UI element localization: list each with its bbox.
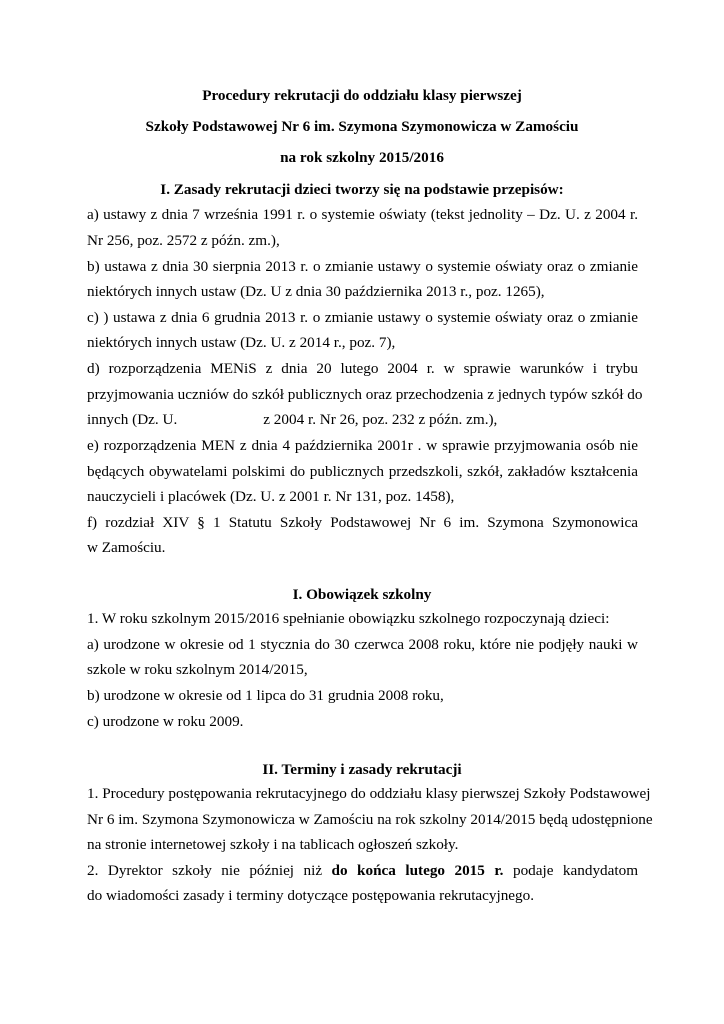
principle-a-line-2: Nr 256, poz. 2572 z późn. zm.), [87,232,280,249]
principle-d-line-1: d) rozporządzenia MENiS z dnia 20 lutego 2004 r. w sprawie warunków i trybu [87,360,638,377]
principle-f-line-1: f) rozdział XIV § 1 Statutu Szkoły Podstawowej Nr 6 im. Szymona Szymonowica [87,514,638,531]
obligation-b: b) urodzone w okresie od 1 lipca do 31 grudnia 2008 roku, [87,687,444,704]
principle-b-line-1: b) ustawa z dnia 30 sierpnia 2013 r. o zmianie ustawy o systemie oświaty oraz o zmianie [87,258,638,275]
obligation-a-line-2: szkole w roku szkolnym 2014/2015, [87,661,308,678]
terms-point-1-line-1: 1. Procedury postępowania rekrutacyjnego do oddziału klasy pierwszej Szkoły Podstawowej [87,785,651,802]
terms-point-1-line-3: na stronie internetowej szkoły i na tablicach ogłoszeń szkoły. [87,836,459,853]
principle-e-line-1: e) rozporządzenia MEN z dnia 4 października 2001r . w sprawie przyjmowania osób nie [87,437,638,454]
principle-e-line-3: nauczycieli i placówek (Dz. U. z 2001 r. Nr 131, poz. 1458), [87,488,455,505]
section-principles-heading: I. Zasady rekrutacji dzieci tworzy się na podstawie przepisów: [160,181,564,198]
principle-d-line-3-end: z 2004 r. Nr 26, poz. 232 z późn. zm.), [263,411,498,428]
principle-f-line-2: w Zamościu. [87,539,166,556]
terms-point-2-line-1 [87,861,638,880]
title-line-3: na rok szkolny 2015/2016 [280,149,444,166]
principle-b-line-2: niektórych innych ustaw (Dz. U z dnia 30 października 2013 r., poz. 1265), [87,283,545,300]
obligation-a-line-1: a) urodzone w okresie od 1 stycznia do 30 czerwca 2008 roku, które nie podjęły nauki w [87,636,638,653]
principle-d-line-3 [87,410,638,429]
obligation-c: c) urodzone w roku 2009. [87,713,244,730]
terms-point-2-line-2: do wiadomości zasady i terminy dotyczące postępowania rekrutacyjnego. [87,887,535,904]
principle-d-line-3-start: innych (Dz. U. [87,411,178,428]
terms-deadline: do końca lutego 2015 r. [331,862,504,879]
terms-point-2-start: 2. Dyrektor szkoły nie później niż [87,862,323,879]
obligation-point-1: 1. W roku szkolnym 2015/2016 spełnianie obowiązku szkolnego rozpoczynają dzieci: [87,610,610,627]
section-obligation-heading: I. Obowiązek szkolny [292,586,432,603]
principle-d-line-2: przyjmowania uczniów do szkół publicznych oraz przechodzenia z jednych typów szkół do [87,386,643,403]
principle-a-line-1: a) ustawy z dnia 7 września 1991 r. o systemie oświaty (tekst jednolity – Dz. U. z 2004 r. [87,206,638,223]
terms-point-1-line-2: Nr 6 im. Szymona Szymonowicza w Zamościu na rok szkolny 2014/2015 będą udostępnione [87,811,653,828]
principle-c-line-2: niektórych innych ustaw (Dz. U. z 2014 r., poz. 7), [87,334,396,351]
section-terms-heading: II. Terminy i zasady rekrutacji [262,761,462,778]
principle-e-line-2: będących obywatelami polskimi do publicznych przedszkoli, szkół, zakładów kształcenia [87,463,638,480]
principle-c-line-1: c) ) ustawa z dnia 6 grudnia 2013 r. o zmianie ustawy o systemie oświaty oraz o zmianie [87,309,638,326]
title-line-2: Szkoły Podstawowej Nr 6 im. Szymona Szymonowicza w Zamościu [145,118,579,135]
title-line-1: Procedury rekrutacji do oddziału klasy pierwszej [202,87,522,104]
terms-point-2-end: podaje kandydatom [512,862,639,879]
